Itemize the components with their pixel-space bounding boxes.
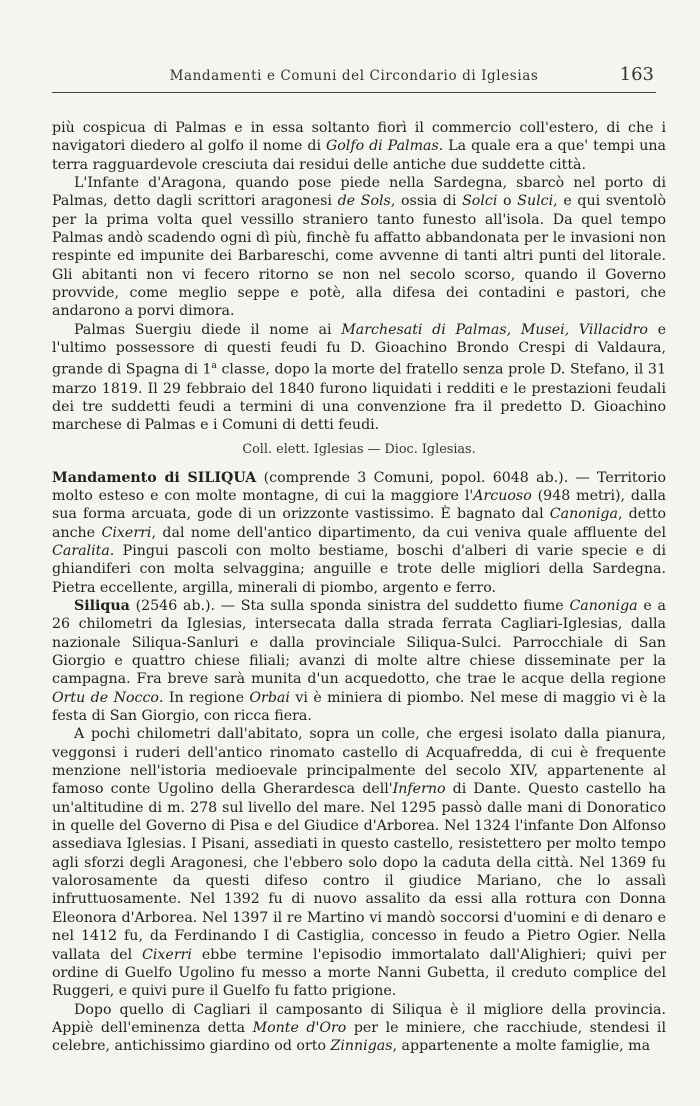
text-run: (948 metri), dalla sua forma arcuata, gode di un orizzonte vastissimo. È bagnato dal [52,487,666,523]
section-heading-name: SILIQUA [187,469,257,486]
text-run: e l'ultimo possessore di questi feudi fu D. Gioachino Brondo Crespi di Valdaura, grande di Spagna di 1 [52,321,666,379]
text-run: (2546 ab.). — Sta sulla sponda sinistra del suddetto fiume [129,597,570,614]
paragraph-camposanto [52,1001,666,1056]
text-run: (comprende 3 Comuni, popol. 6048 ab.). — Territorio molto esteso e con molte montagne, di cui la maggiore l' [52,469,666,504]
paragraph-palmas-suergiu [52,321,666,435]
text-run: vi è miniera di piombo. Nel mese di maggio vi è la festa di San Giorgio, con ricca fiera. [52,689,667,725]
running-header [52,66,656,93]
paragraph-palmas-commerce [52,119,666,174]
superscript: a [211,361,217,372]
text-run: . La quale era a que' tempi una terra ragguardevole cresciuta dai residui delle antiche due suddette città. [52,138,666,173]
italic-term: Canoniga [549,506,618,523]
italic-term: Caralita [52,542,110,559]
text-run: A pochi chilometri dall'abitato, sopra un colle, che ergesi isolato dalla pianura, veggonsi i ruderi dell'antico rinomato castello di Acquafredda, di cui è frequente menzione nell'istoria medioevale principalmente del secolo XIV, appartenente al famoso conte Ugolino della Gherardesca dell' [52,726,666,798]
text-run: classe, dopo la morte del fratello senza prole D. Stefano, il 31 marzo 1819. Il 29 febbraio del 1840 furono liquidati i redditi e le prestazioni feudali dei tre suddetti feudi a termini di una convenzione fra il predetto D. Gioachino marchese di Palmas e i Comuni di detti feudi. [52,362,666,434]
text-run: , detto anche [52,506,667,541]
italic-term: Ortu de Nocco [52,689,159,706]
text-run: più cospicua di Palmas e in essa soltanto fiorì il commercio coll'estero, di che i navigatori diedero al golfo il nome di [52,120,666,155]
italic-term: Cixerri [101,524,152,541]
italic-term: Arcuoso [473,487,532,504]
paragraph-infante-aragona [52,174,666,321]
italic-term: Zinnigas [330,1038,393,1055]
text-run: , ossia di [390,193,463,210]
italic-term: de Sols [337,193,391,210]
text-run: . Pingui pascoli con molto bestiame, boschi d'alberi di varie specie e di ghiandiferi con molta selvaggina; anguille e trote delle migliori della Sardegna. Pietra eccellente, argilla, minerali di piombo, argento e ferro. [52,542,666,596]
page-number: 163 [619,64,654,85]
italic-term: Golfo di Palmas [325,138,439,155]
town-name: Siliqua [74,597,130,614]
text-run: . In regione [158,689,250,706]
paragraph-acquafredda-castle [52,725,666,1000]
italic-term: Orbai [249,689,290,706]
page-body [52,119,666,1056]
paragraph-mandamento-siliqua [52,469,666,597]
text-run: ebbe termine l'episodio immortalato dall'Alighieri; quivi per ordine di Guelfo Ugolino fu messo a morte Nanni Gubetta, il creduto complice del Ruggeri, e quivi pure il Guelfo fu fatto prigione. [52,946,666,1000]
text-run: Dopo quello di Cagliari il camposanto di Siliqua è il migliore della provincia. Appiè dell'eminenza detta [52,1001,666,1036]
italic-term: Solci [462,193,498,210]
text-run: e a 26 chilometri da Iglesias, intersecata dalla strada ferrata Cagliari-Iglesias, dalla nazionale Siliqua-Sanluri e dalla provinciale Siliqua-Sulci. Parrocchiale di San Giorgio e quattro chiese filiali; avanzi di molte altre chiese disseminate per la campagna. Fra breve sarà munita d'un acquedotto, che trae le acque della regione [52,597,666,688]
italic-term: Sulci [517,193,554,210]
paragraph-siliqua-town [52,597,666,725]
text-run: , dal nome dell'antico dipartimento, da cui veniva quale affluente del [151,524,666,541]
text-run: L'Infante d'Aragona, quando pose piede nella Sardegna, sbarcò nel porto di Palmas, detto dagli scrittori aragonesi [52,175,666,210]
text-run: Palmas Suergiu diede il nome ai [74,321,342,338]
text-run: per le miniere, che racchiude, stendesi il celebre, antichissimo giardino od orto [52,1019,666,1055]
text-run: , e qui sventolò per la prima volta quel vessillo straniero tanto funesto all'isola. Da quel tempo Palmas andò scadendo ogni dì più, finchè fu affatto abbandonata per le invasioni non respinte ed impunite dei Barbareschi, come avvenne di tanti altri punti del litorale. Gli abitanti non vi fecero ritorno se non nel secolo scorso, quando il Governo provvide, come meglio seppe e potè, alla difesa dei contadini e pastori, che andarono a porvi dimora. [52,193,666,320]
text-run: di Dante. Questo castello ha un'altitudine di m. 278 sul livello del mare. Nel 1295 passò dalle mani di Donoratico in quelle del Governo di Pisa e del Giudice d'Arborea. Nel 1324 l'infante Don Alfonso assediava Iglesias. I Pisani, assediati in questo castello, resistettero per molto tempo agli sforzi degli Aragonesi, che l'ebbero solo dopo la caduta della città. Nel 1369 fu valorosamente da questi difeso contro il giudice Mariano, che lo assalì infruttuosamente. Nel 1392 fu di nuovo assalito da essi alla rottura con Donna Eleonora d'Arborea. Nel 1397 il re Martino vi mandò soccorsi d'uomini e di denaro e nel 1412 fu, da Ferdinando I di Castiglia, concesso in feudo a Pietro Ogier. Nella vallata del [52,781,667,963]
header-title: Mandamenti e Comuni del Circondario di Iglesias [169,68,539,84]
italic-term: Monte d'Oro [252,1019,347,1036]
italic-term: Canoniga [569,597,638,614]
italic-term: Cixerri [142,946,192,963]
italic-term: Marchesati di Palmas, Musei, Villacidro [341,321,648,338]
text-run: o [497,193,518,210]
section-heading: Mandamento di [52,469,188,486]
electoral-signature: Coll. elett. Iglesias — Dioc. Iglesias. [242,441,476,457]
text-run: , appartenente a molte famiglie, ma [392,1038,651,1055]
italic-term: Inferno [392,781,446,798]
